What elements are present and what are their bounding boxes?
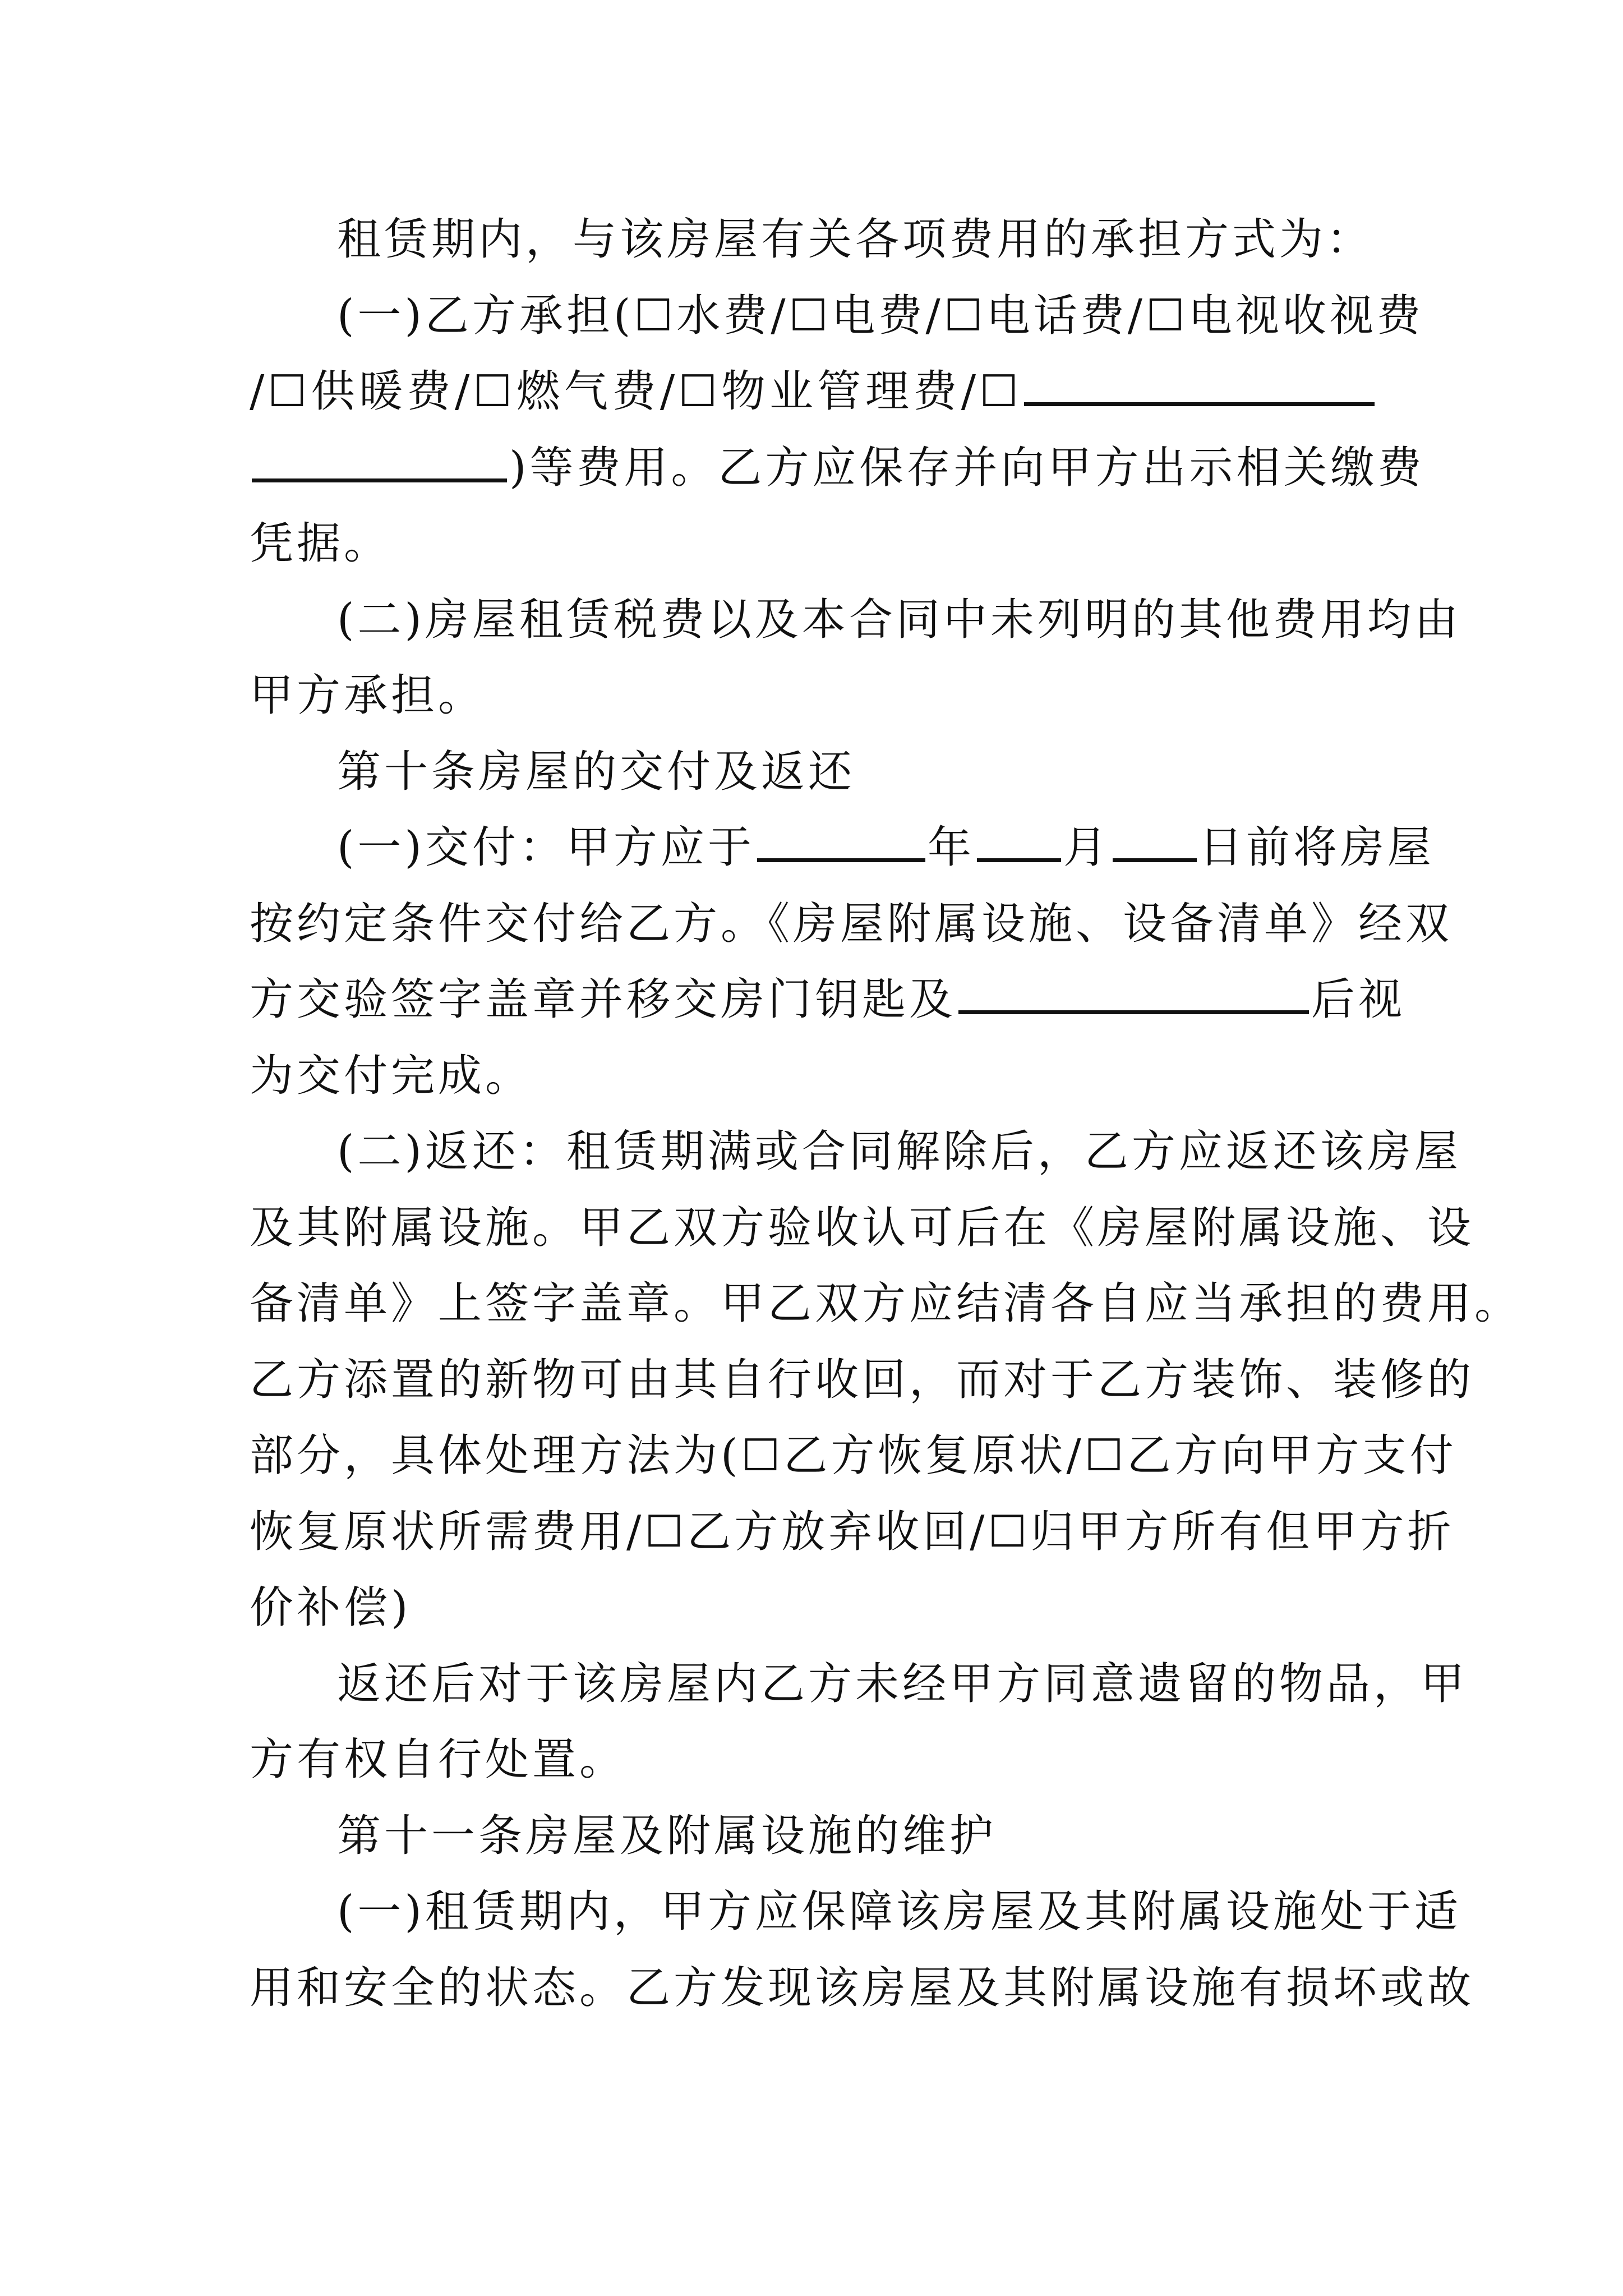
text-line	[250, 1646, 1468, 1723]
text-segment: 方有权自行处置。	[250, 1734, 627, 1785]
text-segment: 月	[1063, 822, 1110, 873]
text-segment: (一)乙方承担(☐水费/☐电费/☐电话费/☐电视收视费	[337, 290, 1424, 341]
text-segment: 乙方添置的新物可由其自行收回，而对于乙方装饰、装修的	[250, 1354, 1475, 1405]
text-segment: /☐供暖费/☐燃气费/☐物业管理费/☐	[250, 366, 1022, 417]
text-line	[250, 1266, 1522, 1342]
text-line	[250, 202, 1377, 278]
text-line	[250, 1722, 1377, 1798]
text-segment: 第十条房屋的交付及返还	[337, 746, 856, 797]
text-segment: 凭据。	[250, 518, 391, 569]
text-segment: 甲方承担。	[250, 670, 486, 721]
fill-in-blank	[1113, 829, 1197, 862]
text-line	[250, 1950, 1475, 2027]
text-segment: 恢复原状所需费用/☐乙方放弃收回/☐归甲方所有但甲方折	[250, 1506, 1455, 1557]
fill-in-blank	[252, 449, 507, 482]
text-segment: (二)房屋租赁税费以及本合同中未列明的其他费用均由	[337, 594, 1461, 645]
fill-in-blank	[958, 981, 1309, 1014]
text-line	[250, 1570, 1377, 1646]
text-segment: 租赁期内，与该房屋有关各项费用的承担方式为：	[337, 214, 1374, 265]
text-segment: 用和安全的状态。乙方发现该房屋及其附属设施有损坏或故	[250, 1962, 1475, 2013]
text-segment: )等费用。乙方应保存并向甲方出示相关缴费	[509, 442, 1425, 493]
contract-body	[250, 202, 1522, 2026]
text-line	[250, 430, 1425, 507]
text-line	[250, 1874, 1461, 1950]
text-line	[250, 734, 1377, 811]
text-line	[250, 278, 1424, 355]
text-segment: (一)租赁期内，甲方应保障该房屋及其附属设施处于适	[337, 1887, 1461, 1937]
fill-in-blank	[977, 829, 1061, 862]
text-segment: 及其附属设施。甲乙双方验收认可后在《房屋附属设施、设	[250, 1202, 1475, 1253]
text-line	[250, 354, 1377, 430]
text-segment: 返还后对于该房屋内乙方未经甲方同意遗留的物品，甲	[337, 1658, 1468, 1709]
text-line	[250, 1342, 1475, 1419]
text-line	[250, 1798, 1377, 1875]
text-segment: 年	[927, 822, 975, 873]
text-segment: 价补偿)	[250, 1582, 412, 1633]
text-line	[250, 1190, 1475, 1267]
fill-in-blank	[1024, 373, 1375, 406]
text-segment: 后视	[1311, 974, 1406, 1025]
text-segment: (一)交付：甲方应于	[337, 822, 755, 873]
text-segment: (二)返还：租赁期满或合同解除后，乙方应返还该房屋	[337, 1126, 1461, 1177]
text-line	[250, 1418, 1457, 1494]
text-segment: 第十一条房屋及附属设施的维护	[337, 1810, 997, 1861]
text-segment: 方交验签字盖章并移交房门钥匙及	[250, 974, 957, 1025]
text-line	[250, 962, 1406, 1038]
text-segment: 部分，具体处理方法为(☐乙方恢复原状/☐乙方向甲方支付	[250, 1430, 1457, 1481]
text-line	[250, 658, 1377, 734]
text-line	[250, 810, 1435, 886]
text-segment: 备清单》上签字盖章。甲乙双方应结清各自应当承担的费用。	[250, 1278, 1522, 1329]
text-line	[250, 886, 1453, 963]
text-segment: 为交付完成。	[250, 1050, 533, 1101]
text-line	[250, 582, 1461, 659]
text-segment: 日前将房屋	[1198, 822, 1435, 873]
fill-in-blank	[757, 829, 925, 862]
text-line	[250, 1038, 1377, 1115]
text-line	[250, 1114, 1461, 1190]
text-segment: 按约定条件交付给乙方。《房屋附属设施、设备清单》经双	[250, 898, 1453, 949]
text-line	[250, 1494, 1455, 1571]
text-line	[250, 506, 1377, 582]
